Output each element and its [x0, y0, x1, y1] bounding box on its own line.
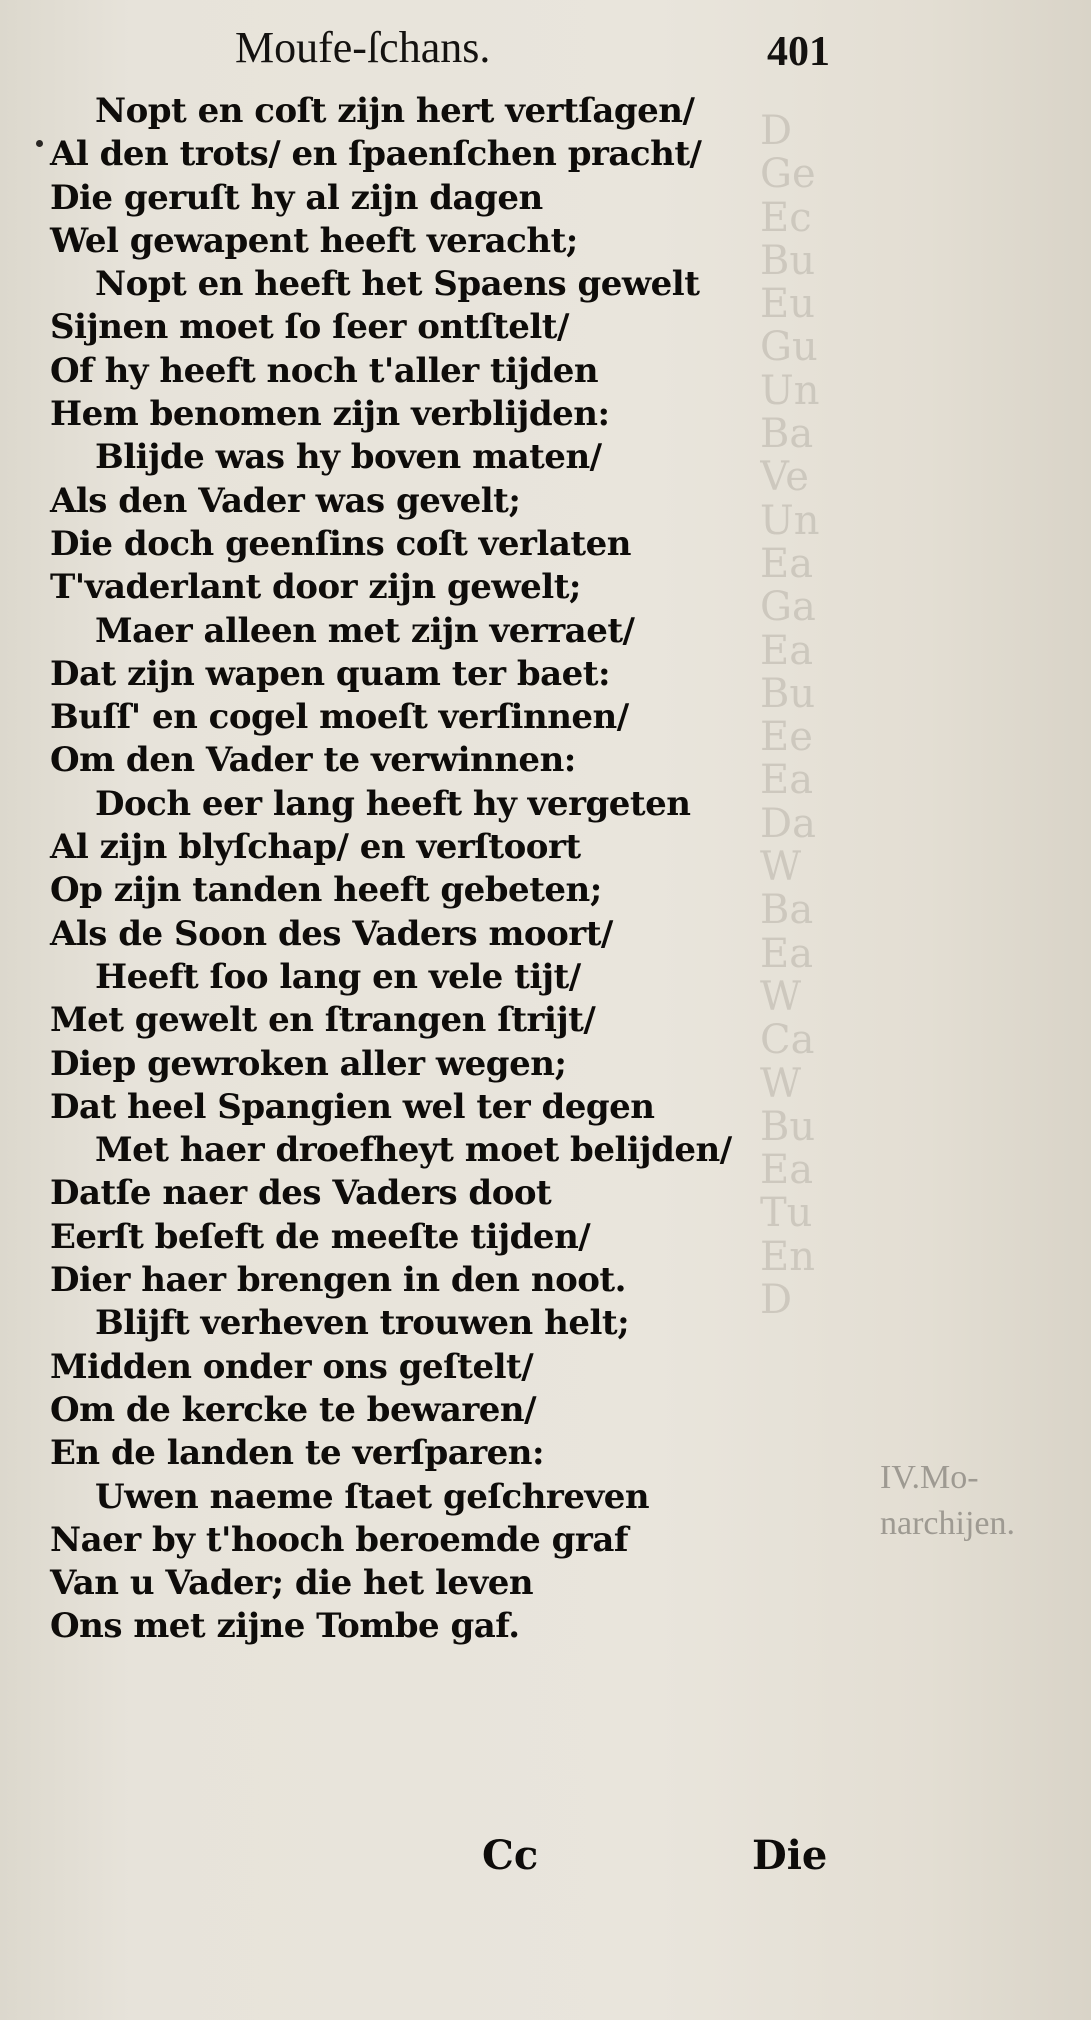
signature-mark: Cc [482, 1832, 539, 1879]
verse-line: Of hy heeft noch t'aller tijden [50, 350, 599, 391]
verse-line: Die doch geenſins coſt verlaten [50, 523, 631, 564]
verse-line: Als den Vader was gevelt; [50, 480, 521, 521]
verse-line: Dat heel Spangien wel ter degen [50, 1086, 655, 1127]
show-through-text: D Ge Ec Bu Eu Gu Un Ba Ve Un Ea Ga Ea Bu Ee Ea Da W Ba Ea W Ca W Bu Ea Tu En D [760, 110, 820, 1323]
verse-line: Blijde was hy boven maten/ [95, 437, 602, 478]
verse-line: Om den Vader te verwinnen: [50, 740, 576, 781]
verse-line: Nopt en coſt zijn hert vertſagen/ [95, 91, 695, 131]
verse-line: Dat zijn wapen quam ter baet: [50, 653, 611, 694]
catchword: Die [752, 1832, 828, 1879]
ink-speck [36, 140, 43, 147]
verse-line: Al zijn blyſchap/ en verſtoort [50, 827, 581, 868]
verse-line: Heeft ſoo lang en vele tijt/ [95, 956, 581, 997]
verse-line: Midden onder ons geſtelt/ [50, 1346, 534, 1387]
verse-line: Die geruſt hy al zijn dagen [50, 177, 543, 218]
verse-line: T'vaderlant door zijn gewelt; [50, 567, 581, 608]
verse-line: Al den trots/ en ſpaenſchen pracht/ [50, 134, 702, 175]
page-number: 401 [767, 29, 830, 75]
verse-line: Doch eer lang heeft hy vergeten [95, 783, 691, 824]
verse-line: Datſe naer des Vaders doot [50, 1173, 552, 1214]
verse-line: Als de Soon des Vaders moort/ [50, 913, 613, 954]
verse-line: Buſſ' en cogel moeſt verſinnen/ [50, 697, 629, 738]
verse-line: Sijnen moet ſo ſeer ontſtelt/ [50, 307, 569, 348]
margin-note-line: IV.Mo- [880, 1459, 979, 1496]
verse-block [50, 90, 850, 1649]
verse-line: Diep gewroken aller wegen; [50, 1043, 567, 1084]
margin-note [880, 1455, 1080, 1547]
verse-line: Dier haer brengen in den noot. [50, 1260, 626, 1301]
running-head-title: Moufe-ſchans. [235, 23, 491, 72]
verse-line: Ons met zijne Tombe gaf. [50, 1606, 520, 1647]
verse-line: Hem benomen zijn verblijden: [50, 394, 610, 435]
verse-line: Van u Vader; die het leven [50, 1563, 534, 1604]
margin-note-line: narchijen. [880, 1505, 1015, 1542]
verse-line: Maer alleen met zijn verraet/ [95, 610, 635, 651]
verse-line: Naer by t'hooch beroemde graf [50, 1519, 628, 1560]
running-head [235, 18, 1051, 78]
verse-line: Om de kercke te bewaren/ [50, 1389, 537, 1430]
verse-line: Met gewelt en ſtrangen ſtrijt/ [50, 1000, 596, 1041]
verse-line: En de landen te verſparen: [50, 1433, 545, 1474]
verse-line: Nopt en heeft het Spaens gewelt [95, 264, 700, 305]
verse-line: Wel gewapent heeft veracht; [50, 220, 578, 261]
verse-line: Met haer droefheyt moet belijden/ [95, 1130, 732, 1171]
verse-line: Eerſt beſeft de meeſte tijden/ [50, 1216, 591, 1257]
verse-line: Op zijn tanden heeft gebeten; [50, 870, 602, 911]
verse-line: Blijft verheven trouwen helt; [95, 1303, 630, 1344]
page-footer [0, 1832, 1091, 1892]
verse-line: Uwen naeme ſtaet geſchreven [95, 1476, 650, 1517]
